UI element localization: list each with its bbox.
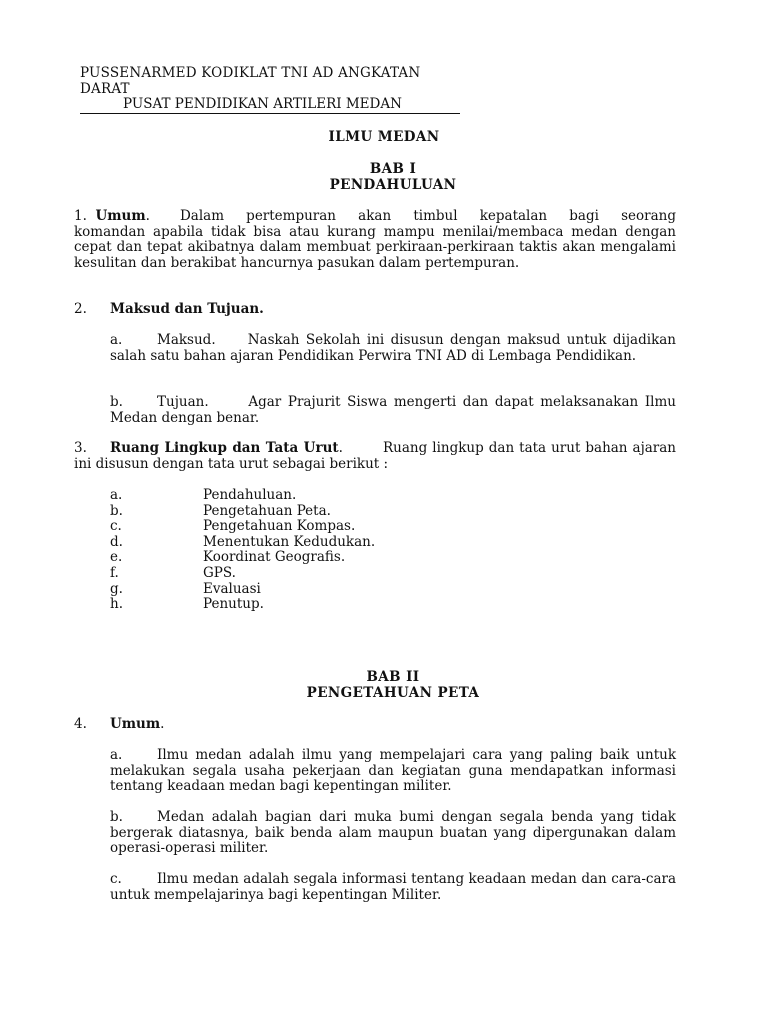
section-3-list (110, 488, 676, 613)
document-header (80, 66, 460, 114)
list-item-letter: c. (110, 518, 122, 535)
bab2-title: PENGETAHUAN PETA (306, 684, 480, 701)
list-item-letter: e. (110, 549, 123, 566)
section-4-heading: Umum (110, 716, 161, 732)
bab1-number: BAB I (369, 161, 417, 177)
bab2-heading (0, 670, 768, 701)
section-2-b-letter: b. (110, 394, 123, 410)
list-item-letter: f. (110, 564, 119, 581)
section-1-text: komandan apabila tidak bisa atau kurang mampu menilai/membaca medan dengan cepat dan tepat akibatnya dalam membuat perkiraan-perkiraan taktis akan mengalami kesulitan dan berakibat hancurnya pasukan dalam pertempuran. (74, 223, 676, 271)
section-3: 3. Ruang Lingkup dan Tata Urut. Ruang lingkup dan tata urut bahan ajaran ini disusun dengan tata urut sebagai berikut : (74, 440, 676, 472)
section-2-number: 2. (74, 301, 87, 317)
document-title: ILMU MEDAN (328, 129, 440, 145)
section-4-b-text: Medan adalah bagian dari muka bumi dengan segala benda yang tidak bergerak diatasnya, baik benda alam maupun buatan yang dipergunakan dalam operasi-operasi militer. (110, 809, 676, 857)
list-item (110, 535, 676, 551)
list-item-text: Pengetahuan Kompas. (203, 518, 356, 535)
section-4-item-a (110, 748, 676, 795)
list-item (110, 566, 676, 582)
section-3-number: 3. (74, 440, 87, 456)
list-item-letter: g. (110, 580, 123, 597)
list-item-letter: a. (110, 487, 123, 503)
section-2-heading: Maksud dan Tujuan. (110, 301, 264, 317)
list-item (110, 504, 676, 520)
section-1-line-1: Dalam pertempuran akan timbul kepatalan bagi seorang (179, 208, 676, 224)
header-line-1: PUSSENARMED KODIKLAT TNI AD ANGKATAN DARAT (80, 65, 421, 97)
section-1 (74, 209, 676, 271)
section-2-item-a (110, 333, 676, 364)
section-4-item-c (110, 872, 676, 903)
bab1-title: PENDAHULUAN (329, 176, 457, 193)
section-2-a-label: Maksud. (157, 332, 216, 348)
list-item (110, 488, 676, 504)
list-item (110, 519, 676, 535)
section-1-number: 1. (74, 208, 87, 224)
list-item-letter: h. (110, 596, 123, 613)
section-4-number: 4. (74, 716, 87, 732)
list-item (110, 550, 676, 566)
list-item-letter: d. (110, 533, 123, 550)
section-2-a-text: Naskah Sekolah ini disusun dengan maksud untuk dijadikan salah satu bahan ajaran Pendidikan Perwira TNI AD di Lembaga Pendidikan. (110, 332, 676, 364)
list-item (110, 597, 676, 613)
section-4-c-letter: c. (110, 871, 122, 887)
list-item (110, 582, 676, 598)
section-1-first-line: 1. Umum. Dalam pertempuran akan timbul kepatalan bagi seorang (74, 208, 676, 224)
section-2-a-letter: a. (110, 332, 123, 348)
list-item-text: Penutup. (203, 596, 264, 613)
section-4-item-b (110, 810, 676, 857)
section-4-b-letter: b. (110, 809, 123, 825)
section-4-a-letter: a. (110, 747, 123, 763)
section-2-b-label: Tujuan. (157, 394, 209, 410)
bab2-number: BAB II (366, 669, 420, 685)
header-line-2: PUSAT PENDIDIKAN ARTILERI MEDAN (80, 97, 460, 114)
section-2-item-b (110, 395, 676, 426)
list-item-text: GPS. (203, 564, 236, 581)
section-1-heading: Umum (95, 208, 146, 224)
section-3-text: Ruang lingkup dan tata urut bahan ajaran ini disusun dengan tata urut sebagai berikut : (74, 440, 676, 472)
list-item-text: Evaluasi (203, 580, 261, 597)
list-item-text: Koordinat Geografis. (203, 549, 346, 566)
section-2-heading-row (74, 302, 676, 318)
list-item-text: Pengetahuan Peta. (203, 502, 331, 519)
section-2-b-text: Agar Prajurit Siswa mengerti dan dapat melaksanakan Ilmu Medan dengan benar. (110, 394, 676, 426)
section-4-heading-row: 4. Umum. (74, 716, 165, 732)
list-item-text: Menentukan Kedudukan. (203, 533, 376, 550)
list-item-letter: b. (110, 502, 123, 519)
bab1-heading (0, 162, 768, 193)
section-4-a-text: Ilmu medan adalah ilmu yang mempelajari cara yang paling baik untuk melakukan segala usaha pekerjaan dan kegiatan guna mendapatkan informasi tentang keadaan medan bagi kepentingan militer. (110, 747, 676, 795)
list-item-text: Pendahuluan. (203, 487, 297, 503)
section-3-heading: Ruang Lingkup dan Tata Urut (110, 440, 339, 456)
section-4-c-text: Ilmu medan adalah segala informasi tentang keadaan medan dan cara-cara untuk mempelajarinya bagi kepentingan Militer. (110, 871, 676, 903)
